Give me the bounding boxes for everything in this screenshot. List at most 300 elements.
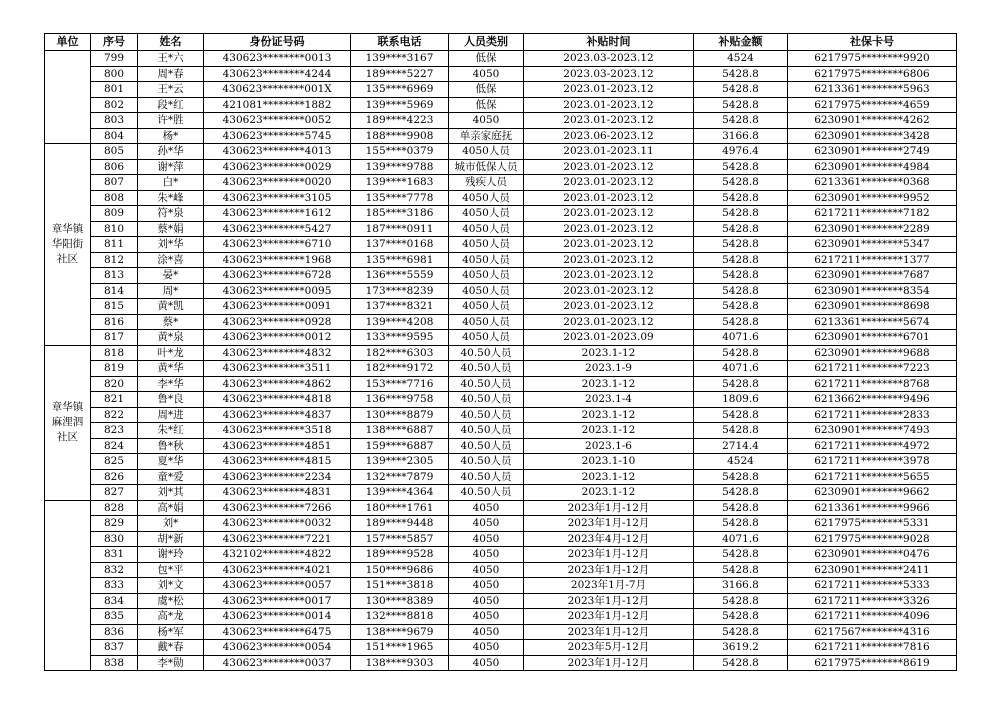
name-cell: 周* — [138, 283, 204, 299]
table-row — [45, 206, 957, 222]
phone-cell: 136****9758 — [351, 392, 449, 408]
category-cell: 4050人员 — [449, 221, 524, 237]
card-number-cell: 6230901********0476 — [788, 547, 957, 563]
id-number-cell: 430623********4244 — [204, 66, 351, 82]
seq-cell: 833 — [91, 578, 138, 594]
period-cell: 2023.01-2023.12 — [524, 268, 694, 284]
amount-cell: 4071.6 — [694, 361, 788, 377]
table-body — [45, 51, 957, 671]
phone-cell: 132****8818 — [351, 609, 449, 625]
card-number-cell: 6230901********8354 — [788, 283, 957, 299]
id-number-cell: 430623********5427 — [204, 221, 351, 237]
card-number-cell: 6217211********5333 — [788, 578, 957, 594]
header-name: 姓名 — [138, 34, 204, 51]
seq-cell: 827 — [91, 485, 138, 501]
table-row — [45, 361, 957, 377]
amount-cell: 5428.8 — [694, 175, 788, 191]
period-cell: 2023年1月-12月 — [524, 562, 694, 578]
name-cell: 涂*喜 — [138, 252, 204, 268]
card-number-cell: 6230901********9688 — [788, 345, 957, 361]
id-number-cell: 430623********4021 — [204, 562, 351, 578]
card-number-cell: 6230901********4262 — [788, 113, 957, 129]
card-number-cell: 6217211********7182 — [788, 206, 957, 222]
amount-cell: 5428.8 — [694, 547, 788, 563]
id-number-cell: 430623********0054 — [204, 640, 351, 656]
seq-cell: 825 — [91, 454, 138, 470]
table-row — [45, 655, 957, 671]
period-cell: 2023.03-2023.12 — [524, 66, 694, 82]
name-cell: 李*华 — [138, 376, 204, 392]
header-subsidy-period: 补贴时间 — [524, 34, 694, 51]
name-cell: 王*六 — [138, 51, 204, 67]
table-row — [45, 376, 957, 392]
name-cell: 周*进 — [138, 407, 204, 423]
id-number-cell: 430623********0029 — [204, 159, 351, 175]
period-cell: 2023.01-2023.12 — [524, 113, 694, 129]
amount-cell: 5428.8 — [694, 562, 788, 578]
header-unit: 单位 — [45, 34, 91, 51]
name-cell: 杨*军 — [138, 624, 204, 640]
amount-cell: 1809.6 — [694, 392, 788, 408]
name-cell: 蔡* — [138, 314, 204, 330]
card-number-cell: 6217211********7816 — [788, 640, 957, 656]
seq-cell: 837 — [91, 640, 138, 656]
table-row — [45, 423, 957, 439]
phone-cell: 151****1965 — [351, 640, 449, 656]
period-cell: 2023.01-2023.12 — [524, 314, 694, 330]
table-row — [45, 407, 957, 423]
seq-cell: 829 — [91, 516, 138, 532]
name-cell: 孙*华 — [138, 144, 204, 160]
table-row — [45, 640, 957, 656]
phone-cell: 173****8239 — [351, 283, 449, 299]
amount-cell: 5428.8 — [694, 593, 788, 609]
period-cell: 2023年1月-12月 — [524, 547, 694, 563]
phone-cell: 135****6969 — [351, 82, 449, 98]
seq-cell: 810 — [91, 221, 138, 237]
table-row — [45, 609, 957, 625]
phone-cell: 135****6981 — [351, 252, 449, 268]
table-row — [45, 330, 957, 346]
category-cell: 40.50人员 — [449, 485, 524, 501]
card-number-cell: 6213662********9496 — [788, 392, 957, 408]
phone-cell: 130****8879 — [351, 407, 449, 423]
amount-cell: 4071.6 — [694, 330, 788, 346]
seq-cell: 806 — [91, 159, 138, 175]
amount-cell: 5428.8 — [694, 423, 788, 439]
period-cell: 2023.01-2023.12 — [524, 299, 694, 315]
category-cell: 低保 — [449, 97, 524, 113]
amount-cell: 5428.8 — [694, 485, 788, 501]
amount-cell: 4524 — [694, 51, 788, 67]
name-cell: 虞*松 — [138, 593, 204, 609]
id-number-cell: 430623********3518 — [204, 423, 351, 439]
amount-cell: 5428.8 — [694, 206, 788, 222]
amount-cell: 3166.8 — [694, 578, 788, 594]
amount-cell: 5428.8 — [694, 516, 788, 532]
period-cell: 2023.01-2023.12 — [524, 283, 694, 299]
card-number-cell: 6217975********5331 — [788, 516, 957, 532]
card-number-cell: 6230901********4984 — [788, 159, 957, 175]
table-row — [45, 469, 957, 485]
phone-cell: 139****3167 — [351, 51, 449, 67]
phone-cell: 138****9679 — [351, 624, 449, 640]
id-number-cell: 430623********0032 — [204, 516, 351, 532]
phone-cell: 135****7778 — [351, 190, 449, 206]
seq-cell: 823 — [91, 423, 138, 439]
period-cell: 2023.1-4 — [524, 392, 694, 408]
id-number-cell: 430623********6475 — [204, 624, 351, 640]
unit-cell — [45, 500, 91, 671]
name-cell: 鲁*良 — [138, 392, 204, 408]
phone-cell: 159****6887 — [351, 438, 449, 454]
seq-cell: 807 — [91, 175, 138, 191]
category-cell: 4050人员 — [449, 283, 524, 299]
name-cell: 包*平 — [138, 562, 204, 578]
phone-cell: 153****7716 — [351, 376, 449, 392]
period-cell: 2023年4月-12月 — [524, 531, 694, 547]
category-cell: 城市低保人员 — [449, 159, 524, 175]
name-cell: 李*勋 — [138, 655, 204, 671]
id-number-cell: 430623********6710 — [204, 237, 351, 253]
period-cell: 2023.1-12 — [524, 423, 694, 439]
period-cell: 2023.06-2023.12 — [524, 128, 694, 144]
amount-cell: 5428.8 — [694, 376, 788, 392]
seq-cell: 838 — [91, 655, 138, 671]
name-cell: 晏* — [138, 268, 204, 284]
period-cell: 2023.1-6 — [524, 438, 694, 454]
category-cell: 4050人员 — [449, 206, 524, 222]
unit-cell — [45, 51, 91, 144]
table-row — [45, 252, 957, 268]
id-number-cell: 430623********3105 — [204, 190, 351, 206]
table-row — [45, 144, 957, 160]
period-cell: 2023年1月-12月 — [524, 655, 694, 671]
id-number-cell: 430623********1612 — [204, 206, 351, 222]
name-cell: 胡*新 — [138, 531, 204, 547]
table-row — [45, 593, 957, 609]
seq-cell: 817 — [91, 330, 138, 346]
id-number-cell: 430623********0012 — [204, 330, 351, 346]
seq-cell: 802 — [91, 97, 138, 113]
category-cell: 40.50人员 — [449, 345, 524, 361]
table-row — [45, 562, 957, 578]
phone-cell: 136****5559 — [351, 268, 449, 284]
table-row — [45, 392, 957, 408]
category-cell: 40.50人员 — [449, 469, 524, 485]
seq-cell: 812 — [91, 252, 138, 268]
card-number-cell: 6217567********4316 — [788, 624, 957, 640]
phone-cell: 180****1761 — [351, 500, 449, 516]
id-number-cell: 430623********7221 — [204, 531, 351, 547]
seq-cell: 822 — [91, 407, 138, 423]
name-cell: 谢*萍 — [138, 159, 204, 175]
card-number-cell: 6217211********7223 — [788, 361, 957, 377]
amount-cell: 5428.8 — [694, 97, 788, 113]
name-cell: 黄*凯 — [138, 299, 204, 315]
table-row — [45, 159, 957, 175]
phone-cell: 137****8321 — [351, 299, 449, 315]
category-cell: 4050 — [449, 531, 524, 547]
category-cell: 4050人员 — [449, 144, 524, 160]
amount-cell: 3619.2 — [694, 640, 788, 656]
seq-cell: 832 — [91, 562, 138, 578]
table-row — [45, 268, 957, 284]
name-cell: 段*红 — [138, 97, 204, 113]
category-cell: 4050 — [449, 640, 524, 656]
card-number-cell: 6213361********5674 — [788, 314, 957, 330]
amount-cell: 3166.8 — [694, 128, 788, 144]
phone-cell: 139****4208 — [351, 314, 449, 330]
seq-cell: 813 — [91, 268, 138, 284]
card-number-cell: 6230901********5347 — [788, 237, 957, 253]
name-cell: 黄*华 — [138, 361, 204, 377]
card-number-cell: 6217975********4659 — [788, 97, 957, 113]
phone-cell: 138****9303 — [351, 655, 449, 671]
table-row — [45, 624, 957, 640]
id-number-cell: 430623********4831 — [204, 485, 351, 501]
card-number-cell: 6230901********7687 — [788, 268, 957, 284]
category-cell: 4050 — [449, 66, 524, 82]
amount-cell: 5428.8 — [694, 66, 788, 82]
amount-cell: 5428.8 — [694, 252, 788, 268]
id-number-cell: 430623********1968 — [204, 252, 351, 268]
period-cell: 2023.01-2023.12 — [524, 190, 694, 206]
name-cell: 蔡*娟 — [138, 221, 204, 237]
name-cell: 白* — [138, 175, 204, 191]
period-cell: 2023.01-2023.12 — [524, 206, 694, 222]
table-row — [45, 283, 957, 299]
category-cell: 40.50人员 — [449, 407, 524, 423]
id-number-cell: 430623********4818 — [204, 392, 351, 408]
table-row — [45, 237, 957, 253]
phone-cell: 139****1683 — [351, 175, 449, 191]
category-cell: 4050 — [449, 655, 524, 671]
phone-cell: 182****9172 — [351, 361, 449, 377]
category-cell: 低保 — [449, 82, 524, 98]
table-row — [45, 454, 957, 470]
table-row — [45, 51, 957, 67]
seq-cell: 801 — [91, 82, 138, 98]
seq-cell: 828 — [91, 500, 138, 516]
name-cell: 刘*华 — [138, 237, 204, 253]
id-number-cell: 430623********4815 — [204, 454, 351, 470]
table-row — [45, 66, 957, 82]
card-number-cell: 6230901********8698 — [788, 299, 957, 315]
card-number-cell: 6230901********9952 — [788, 190, 957, 206]
table-row — [45, 82, 957, 98]
header-card-number: 社保卡号 — [788, 34, 957, 51]
amount-cell: 2714.4 — [694, 438, 788, 454]
id-number-cell: 430623********0928 — [204, 314, 351, 330]
card-number-cell: 6217975********8619 — [788, 655, 957, 671]
header-subsidy-amount: 补贴金额 — [694, 34, 788, 51]
id-number-cell: 430623********0052 — [204, 113, 351, 129]
category-cell: 4050人员 — [449, 252, 524, 268]
category-cell: 4050 — [449, 609, 524, 625]
id-number-cell: 430623********3511 — [204, 361, 351, 377]
phone-cell: 188****9908 — [351, 128, 449, 144]
id-number-cell: 430623********7266 — [204, 500, 351, 516]
amount-cell: 5428.8 — [694, 190, 788, 206]
seq-cell: 831 — [91, 547, 138, 563]
id-number-cell: 421081********1882 — [204, 97, 351, 113]
card-number-cell: 6230901********3428 — [788, 128, 957, 144]
amount-cell: 5428.8 — [694, 345, 788, 361]
name-cell: 高*娟 — [138, 500, 204, 516]
card-number-cell: 6217975********9028 — [788, 531, 957, 547]
card-number-cell: 6217211********5655 — [788, 469, 957, 485]
period-cell: 2023.1-12 — [524, 376, 694, 392]
header-phone: 联系电话 — [351, 34, 449, 51]
period-cell: 2023.03-2023.12 — [524, 51, 694, 67]
table-row — [45, 190, 957, 206]
seq-cell: 805 — [91, 144, 138, 160]
name-cell: 刘*其 — [138, 485, 204, 501]
unit-cell: 章华镇麻浬泗社区 — [45, 345, 91, 500]
amount-cell: 5428.8 — [694, 500, 788, 516]
amount-cell: 5428.8 — [694, 268, 788, 284]
card-number-cell: 6230901********7493 — [788, 423, 957, 439]
phone-cell: 189****4223 — [351, 113, 449, 129]
card-number-cell: 6217211********2833 — [788, 407, 957, 423]
seq-cell: 819 — [91, 361, 138, 377]
name-cell: 刘* — [138, 516, 204, 532]
seq-cell: 821 — [91, 392, 138, 408]
category-cell: 4050人员 — [449, 268, 524, 284]
category-cell: 残疾人员 — [449, 175, 524, 191]
card-number-cell: 6230901********2411 — [788, 562, 957, 578]
seq-cell: 799 — [91, 51, 138, 67]
category-cell: 40.50人员 — [449, 438, 524, 454]
id-number-cell: 430623********4832 — [204, 345, 351, 361]
period-cell: 2023年1月-12月 — [524, 624, 694, 640]
id-number-cell: 430623********0037 — [204, 655, 351, 671]
seq-cell: 836 — [91, 624, 138, 640]
category-cell: 40.50人员 — [449, 392, 524, 408]
period-cell: 2023.01-2023.12 — [524, 97, 694, 113]
category-cell: 4050 — [449, 562, 524, 578]
name-cell: 符*泉 — [138, 206, 204, 222]
table-row — [45, 500, 957, 516]
period-cell: 2023.1-9 — [524, 361, 694, 377]
table-row — [45, 299, 957, 315]
subsidy-sheet — [44, 33, 956, 671]
amount-cell: 5428.8 — [694, 237, 788, 253]
period-cell: 2023年1月-12月 — [524, 593, 694, 609]
seq-cell: 803 — [91, 113, 138, 129]
card-number-cell: 6213361********0368 — [788, 175, 957, 191]
phone-cell: 189****9528 — [351, 547, 449, 563]
category-cell: 4050 — [449, 593, 524, 609]
card-number-cell: 6213361********5963 — [788, 82, 957, 98]
card-number-cell: 6217211********3326 — [788, 593, 957, 609]
name-cell: 戴*春 — [138, 640, 204, 656]
category-cell: 40.50人员 — [449, 361, 524, 377]
card-number-cell: 6217211********1377 — [788, 252, 957, 268]
id-number-cell: 430623********0017 — [204, 593, 351, 609]
category-cell: 4050 — [449, 516, 524, 532]
amount-cell: 5428.8 — [694, 299, 788, 315]
phone-cell: 137****0168 — [351, 237, 449, 253]
period-cell: 2023年1月-7月 — [524, 578, 694, 594]
category-cell: 4050人员 — [449, 330, 524, 346]
amount-cell: 5428.8 — [694, 113, 788, 129]
phone-cell: 157****5857 — [351, 531, 449, 547]
id-number-cell: 430623********0091 — [204, 299, 351, 315]
seq-cell: 835 — [91, 609, 138, 625]
name-cell: 杨* — [138, 128, 204, 144]
id-number-cell: 430623********0013 — [204, 51, 351, 67]
name-cell: 黄*泉 — [138, 330, 204, 346]
seq-cell: 800 — [91, 66, 138, 82]
id-number-cell: 430623********0057 — [204, 578, 351, 594]
category-cell: 40.50人员 — [449, 376, 524, 392]
table-row — [45, 531, 957, 547]
period-cell: 2023.01-2023.12 — [524, 159, 694, 175]
amount-cell: 5428.8 — [694, 283, 788, 299]
seq-cell: 820 — [91, 376, 138, 392]
amount-cell: 5428.8 — [694, 655, 788, 671]
category-cell: 4050人员 — [449, 190, 524, 206]
amount-cell: 4071.6 — [694, 531, 788, 547]
name-cell: 谢*玲 — [138, 547, 204, 563]
period-cell: 2023.1-10 — [524, 454, 694, 470]
amount-cell: 4524 — [694, 454, 788, 470]
header-id-number: 身份证号码 — [204, 34, 351, 51]
phone-cell: 185****3186 — [351, 206, 449, 222]
category-cell: 4050 — [449, 578, 524, 594]
period-cell: 2023.1-12 — [524, 345, 694, 361]
category-cell: 40.50人员 — [449, 454, 524, 470]
unit-cell: 章华镇华阳街社区 — [45, 144, 91, 346]
id-number-cell: 432102********4822 — [204, 547, 351, 563]
table-row — [45, 547, 957, 563]
amount-cell: 5428.8 — [694, 82, 788, 98]
phone-cell: 155****0379 — [351, 144, 449, 160]
category-cell: 4050 — [449, 500, 524, 516]
period-cell: 2023年1月-12月 — [524, 516, 694, 532]
name-cell: 鲁*秋 — [138, 438, 204, 454]
table-row — [45, 175, 957, 191]
period-cell: 2023.01-2023.12 — [524, 221, 694, 237]
name-cell: 高*龙 — [138, 609, 204, 625]
period-cell: 2023.01-2023.09 — [524, 330, 694, 346]
id-number-cell: 430623********5745 — [204, 128, 351, 144]
table-row — [45, 516, 957, 532]
id-number-cell: 430623********2234 — [204, 469, 351, 485]
id-number-cell: 430623********6728 — [204, 268, 351, 284]
id-number-cell: 430623********4013 — [204, 144, 351, 160]
amount-cell: 5428.8 — [694, 469, 788, 485]
header-seq: 序号 — [91, 34, 138, 51]
period-cell: 2023.1-12 — [524, 469, 694, 485]
card-number-cell: 6217211********8768 — [788, 376, 957, 392]
table-row — [45, 128, 957, 144]
id-number-cell: 430623********4862 — [204, 376, 351, 392]
id-number-cell: 430623********0014 — [204, 609, 351, 625]
table-row — [45, 578, 957, 594]
phone-cell: 182****6303 — [351, 345, 449, 361]
header-row — [45, 34, 957, 51]
category-cell: 4050 — [449, 624, 524, 640]
id-number-cell: 430623********0020 — [204, 175, 351, 191]
seq-cell: 826 — [91, 469, 138, 485]
amount-cell: 5428.8 — [694, 624, 788, 640]
table-row — [45, 485, 957, 501]
period-cell: 2023.01-2023.11 — [524, 144, 694, 160]
seq-cell: 824 — [91, 438, 138, 454]
